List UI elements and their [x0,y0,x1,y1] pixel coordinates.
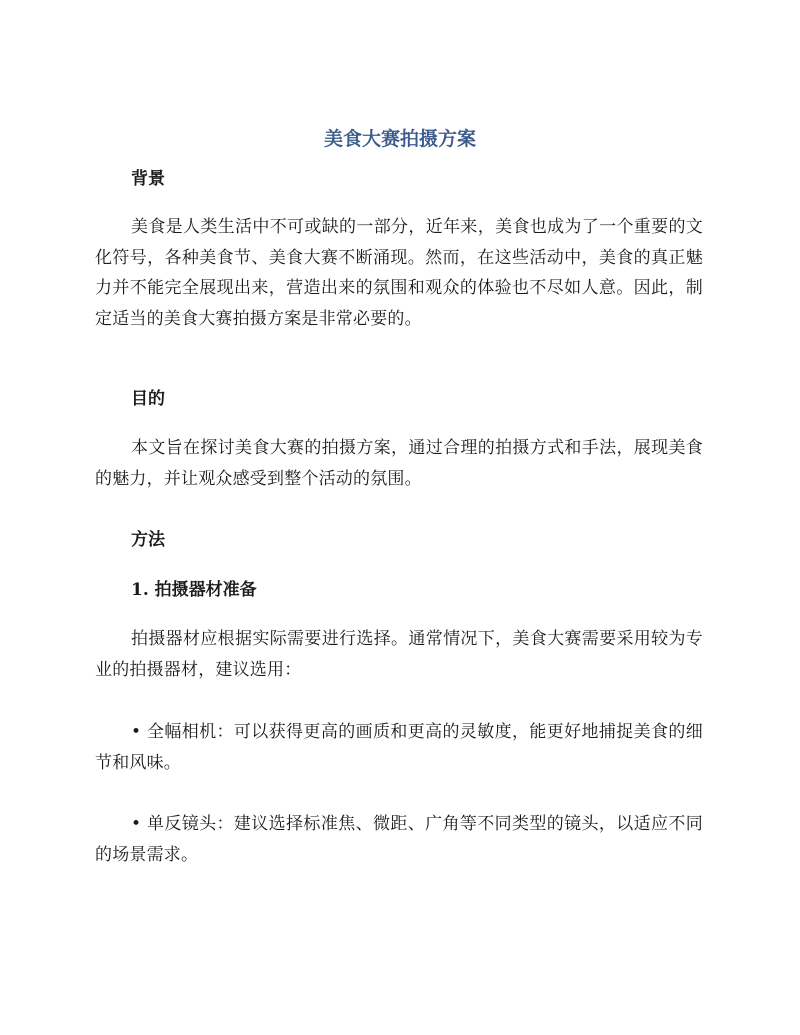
subsection-heading-equipment: 1. 拍摄器材准备 [131,580,257,600]
bullet-item-full-frame-camera: • 全幅相机：可以获得更高的画质和更高的灵敏度，能更好地捕捉美食的细节和风味。 [95,722,703,773]
section-heading-purpose: 目的 [131,389,165,409]
section-heading-method: 方法 [131,530,165,550]
section-heading-background: 背景 [131,169,165,189]
background-paragraph: 美食是人类生活中不可或缺的一部分，近年来，美食也成为了一个重要的文化符号，各种美食节、美食大赛不断涌现。然而，在这些活动中，美食的真正魅力并不能完全展现出来，营造出来的氛围和观众的体验也不尽如人意。因此，制定适当的美食大赛拍摄方案是非常必要的。 [95,217,703,329]
document-title: 美食大赛拍摄方案 [323,128,476,150]
bullet-item-slr-lens: • 单反镜头：建议选择标准焦、微距、广角等不同类型的镜头，以适应不同的场景需求。 [95,814,703,865]
equipment-paragraph: 拍摄器材应根据实际需要进行选择。通常情况下，美食大赛需要采用较为专业的拍摄器材，建议选用： [95,629,703,680]
document-page [95,0,705,1035]
purpose-paragraph: 本文旨在探讨美食大赛的拍摄方案，通过合理的拍摄方式和手法，展现美食的魅力，并让观众感受到整个活动的氛围。 [95,438,703,489]
